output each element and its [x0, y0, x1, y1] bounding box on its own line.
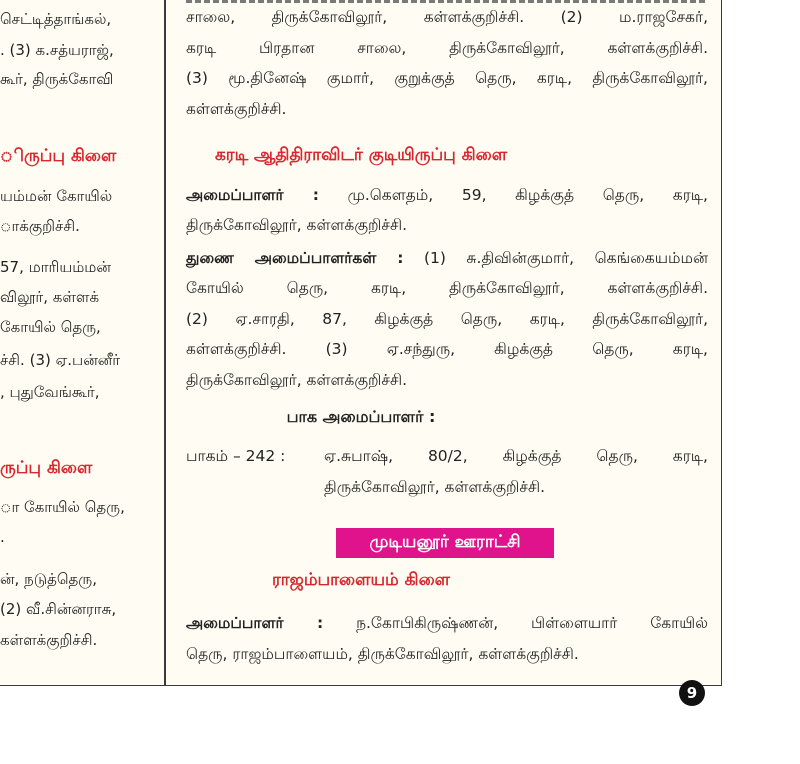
- left-line: ச்சி. (3) ஏ.பன்னீர்: [0, 351, 121, 369]
- address-line: (3) மூ.தினேஷ் குமார், குறுக்குத் தெரு, கரடி, திருக்கோவிலூர்,: [186, 69, 708, 87]
- left-line: கள்ளக்குறிச்சி.: [0, 631, 98, 649]
- co-organiser-line: (2) ஏ.சாரதி, 87, கிழக்குத் தெரு, கரடி, திருக்கோவிலூர்,: [186, 310, 708, 328]
- left-line: , புதுவேங்கூர்,: [0, 383, 100, 401]
- left-line: கூர், திருக்கோவி: [0, 70, 114, 88]
- address-line: கரடி பிரதான சாலை, திருக்கோவிலூர், கள்ளக்குறிச்சி.: [186, 39, 708, 57]
- section-heading: ராஜம்பாளையம் கிளை: [271, 570, 450, 590]
- organiser-text: ந.கோபிகிருஷ்ணன், பிள்ளையார் கோயில்: [356, 614, 708, 632]
- left-line: செட்டித்தாங்கல்,: [0, 10, 112, 28]
- organiser-line: [186, 188, 708, 204]
- organiser-line: தெரு, ராஜம்பாளையம், திருக்கோவிலூர், கள்ளக்குறிச்சி.: [186, 645, 579, 663]
- booth-heading: பாக அமைப்பாளர் :: [286, 407, 436, 426]
- left-line: .: [0, 528, 5, 546]
- address-line: சாலை, திருக்கோவிலூர், கள்ளக்குறிச்சி. (2) ம.ராஜசேகர்,: [186, 8, 708, 26]
- co-organiser-line: திருக்கோவிலூர், கள்ளக்குறிச்சி.: [186, 371, 408, 389]
- left-line: (2) வீ.சின்னராசு,: [0, 600, 117, 618]
- cropped-line-fragment: [186, 0, 708, 3]
- organiser-label: அமைப்பாளர் :: [186, 186, 319, 204]
- left-line: 57, மாரியம்மன்: [0, 258, 111, 276]
- organiser-text: மு.கௌதம், 59, கிழக்குத் தெரு, கரடி,: [347, 186, 708, 204]
- page-number-badge: 9: [679, 680, 705, 706]
- panchayat-label: முடியனூர் ஊராட்சி: [336, 528, 554, 558]
- left-line: யம்மன் கோயில்: [0, 187, 113, 205]
- left-line: ாக்குறிச்சி.: [0, 217, 80, 235]
- booth-text: திருக்கோவிலூர், கள்ளக்குறிச்சி.: [324, 478, 546, 496]
- booth-text: ஏ.சுபாஷ், 80/2, கிழக்குத் தெரு, கரடி,: [324, 447, 708, 465]
- left-heading: ிருப்பு கிளை: [0, 146, 117, 166]
- address-line: கள்ளக்குறிச்சி.: [186, 100, 287, 118]
- co-organiser-line: கள்ளக்குறிச்சி. (3) ஏ.சந்துரு, கிழக்குத் தெரு, கரடி,: [186, 340, 708, 358]
- organiser-line: திருக்கோவிலூர், கள்ளக்குறிச்சி.: [186, 216, 408, 234]
- left-line: கோயில் தெரு,: [0, 318, 101, 336]
- left-line: . (3) க.சத்யராஜ்,: [0, 41, 114, 59]
- organiser-line: [186, 616, 708, 632]
- co-organiser-text: (1) சு.திவின்குமார், கெங்கையம்மன்: [423, 249, 708, 267]
- co-organiser-label: துணை அமைப்பாளர்கள் :: [186, 249, 404, 267]
- co-organiser-line: [186, 251, 708, 267]
- organiser-label: அமைப்பாளர் :: [186, 614, 324, 632]
- booth-label: பாகம் – 242 :: [186, 447, 286, 465]
- section-heading: கரடி ஆதிதிராவிடர் குடியிருப்பு கிளை: [214, 145, 508, 165]
- left-line: விலூர், கள்ளக்: [0, 288, 100, 306]
- left-line: ன், நடுத்தெரு,: [0, 570, 97, 588]
- left-heading: ருப்பு கிளை: [0, 458, 93, 478]
- co-organiser-line: கோயில் தெரு, கரடி, திருக்கோவிலூர், கள்ளக்குறிச்சி.: [186, 279, 708, 297]
- left-line: ா கோயில் தெரு,: [0, 498, 125, 516]
